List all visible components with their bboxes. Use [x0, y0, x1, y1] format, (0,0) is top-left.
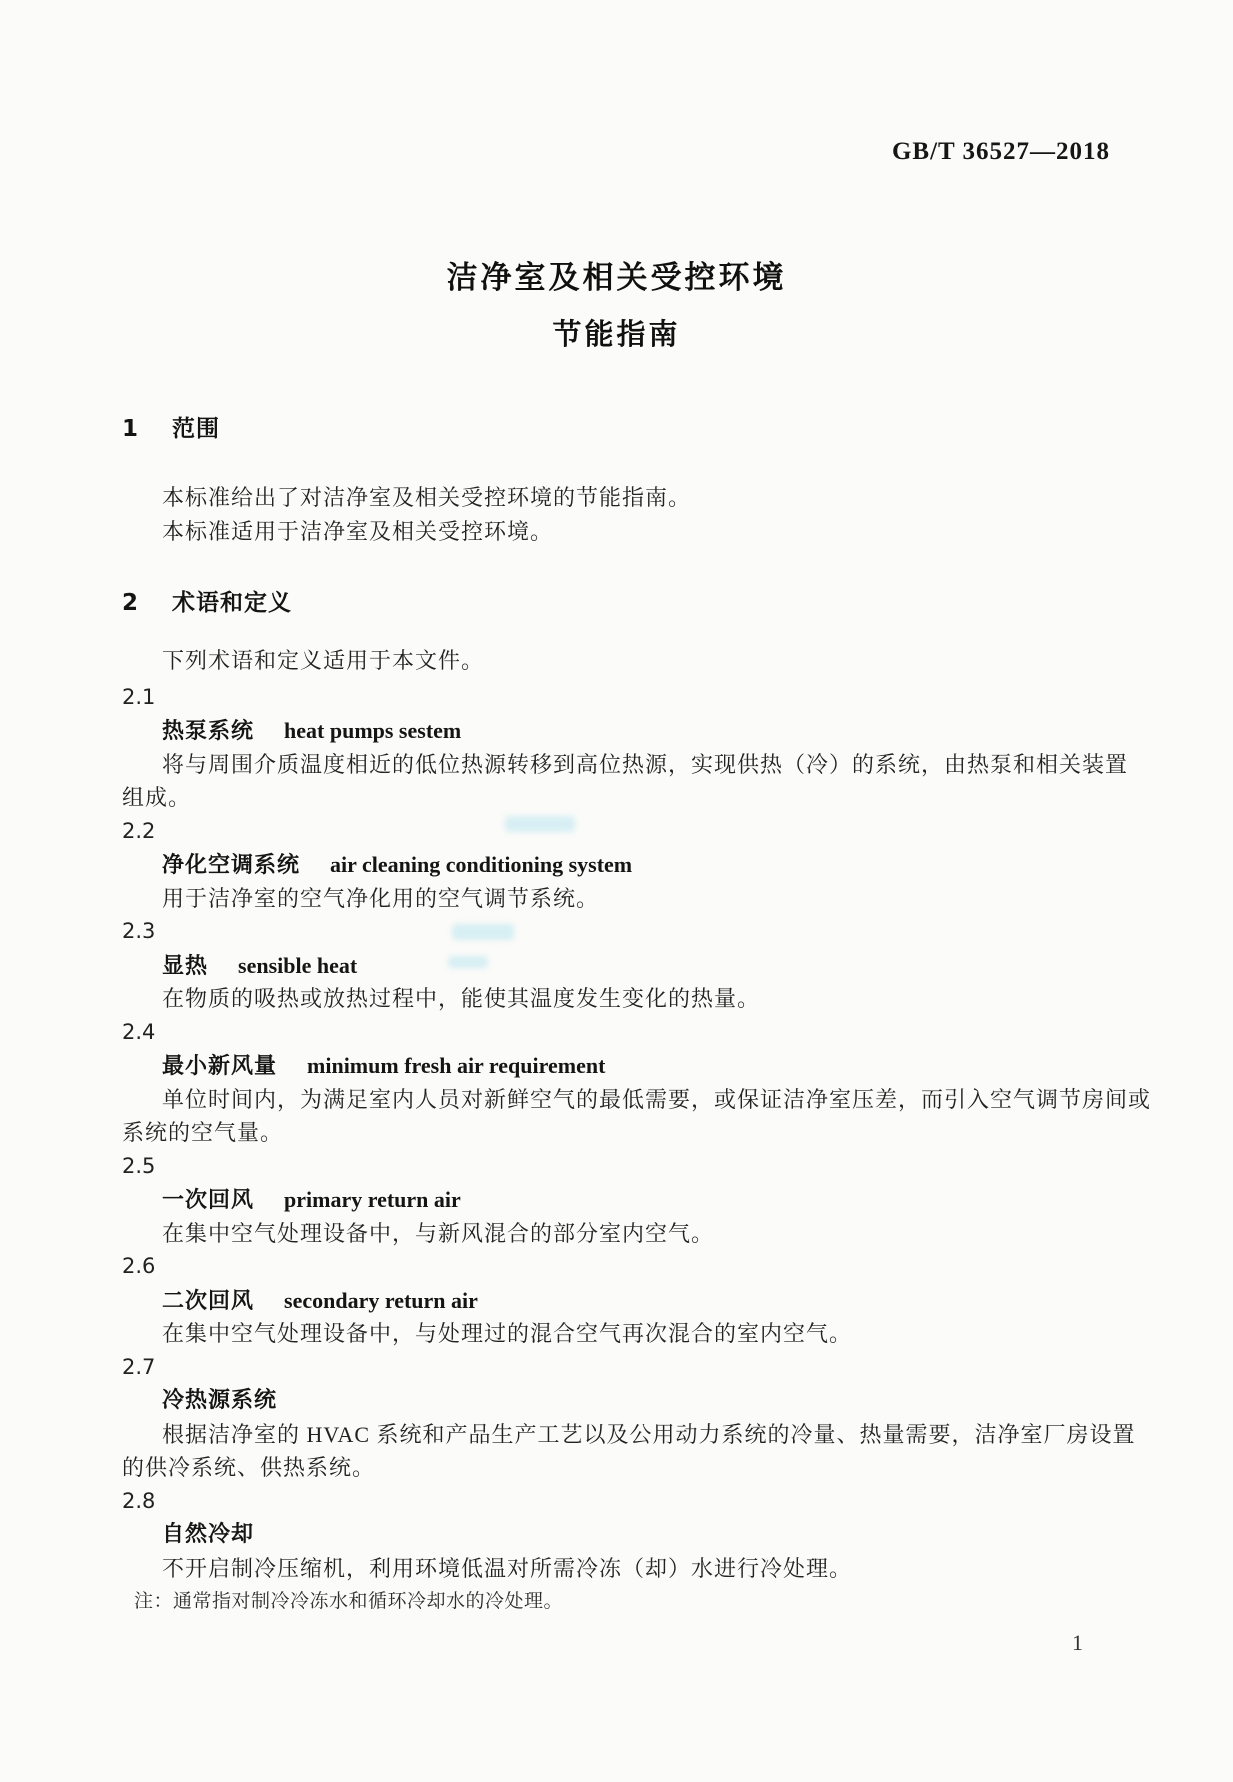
term-entry: [122, 1284, 1110, 1318]
section-1-heading: [122, 413, 1110, 446]
term-zh: 自然冷却: [162, 1522, 255, 1547]
clause-number: 2.1: [122, 684, 156, 709]
clause-number: 2.4: [122, 1019, 156, 1044]
page-number: 1: [1072, 1630, 1083, 1655]
term-definition: 用于洁净室的空气净化用的空气调节系统。: [162, 885, 600, 911]
clause-number: 2.5: [122, 1153, 156, 1178]
clause-number: 2.2: [122, 818, 156, 843]
term-en: sensible heat: [238, 952, 358, 978]
term-definition: 根据洁净室的 HVAC 系统和产品生产工艺以及公用动力系统的冷量、热量需要，洁净室厂房设置: [162, 1421, 1136, 1447]
term-en: minimum fresh air requirement: [307, 1053, 606, 1078]
doc-title: [0, 252, 1233, 353]
term-zh: 净化空调系统: [162, 853, 301, 878]
term-note: 注：通常指对制冷冷冻水和循环冷却水的冷处理。: [134, 1591, 564, 1612]
paragraph: 本标准给出了对洁净室及相关受控环境的节能指南。: [162, 485, 692, 510]
term-entry: [122, 949, 1110, 983]
term-definition: 在物质的吸热或放热过程中，能使其温度发生变化的热量。: [162, 986, 761, 1011]
terms-list: [122, 681, 1152, 1619]
term-entry: [122, 714, 1110, 748]
term-definition: 单位时间内，为满足室内人员对新鲜空气的最低需要，或保证洁净室压差，而引入空气调节房间或: [162, 1086, 1152, 1112]
section-1-number: 1: [122, 416, 140, 442]
term-zh: 二次回风: [162, 1288, 255, 1314]
paragraph: 本标准适用于洁净室及相关受控环境。: [162, 518, 554, 544]
term-zh: 热泵系统: [162, 719, 255, 744]
clause-number: 2.3: [122, 919, 156, 943]
terms-intro: 下列术语和定义适用于本文件。: [162, 648, 485, 673]
term-zh: 冷热源系统: [162, 1388, 278, 1413]
term-zh: 显热: [162, 953, 209, 979]
term-en: primary return air: [284, 1187, 461, 1212]
term-definition: 在集中空气处理设备中，与新风混合的部分室内空气。: [162, 1220, 715, 1246]
term-definition: 系统的空气量。: [122, 1120, 284, 1145]
term-zh: 一次回风: [162, 1188, 255, 1213]
term-en: air cleaning conditioning system: [330, 852, 633, 877]
term-en: secondary return air: [284, 1287, 478, 1313]
term-definition: 不开启制冷压缩机，利用环境低温对所需冷冻（却）水进行冷处理。: [162, 1555, 853, 1581]
term-definition: 在集中空气处理设备中，与处理过的混合空气再次混合的室内空气。: [162, 1321, 853, 1346]
clause-number: 2.8: [122, 1488, 156, 1513]
term-entry: [122, 1183, 1110, 1217]
doc-code: GB/T 36527—2018: [891, 138, 1110, 165]
doc-title-line-2: 节能指南: [552, 317, 681, 351]
term-entry: [122, 1049, 1110, 1083]
section-2-heading: [122, 587, 1110, 620]
document-body: [122, 413, 1152, 1619]
doc-title-line-1: 洁净室及相关受控环境: [446, 260, 787, 296]
section-2-number: 2: [122, 590, 140, 616]
term-en: heat pumps sestem: [284, 718, 462, 743]
clause-number: 2.6: [122, 1254, 156, 1278]
term-definition: 将与周围介质温度相近的低位热源转移到高位热源，实现供热（冷）的系统，由热泵和相关装置: [162, 751, 1129, 777]
term-entry: [122, 1518, 1110, 1552]
clause-number: 2.7: [122, 1354, 156, 1379]
term-entry: [122, 848, 1110, 882]
section-1-title: 范围: [172, 416, 221, 442]
term-definition: 的供冷系统、供热系统。: [122, 1455, 376, 1480]
term-entry: [122, 1384, 1110, 1418]
section-2-title: 术语和定义: [172, 590, 293, 616]
term-zh: 最小新风量: [162, 1054, 278, 1079]
term-definition: 组成。: [122, 785, 192, 810]
